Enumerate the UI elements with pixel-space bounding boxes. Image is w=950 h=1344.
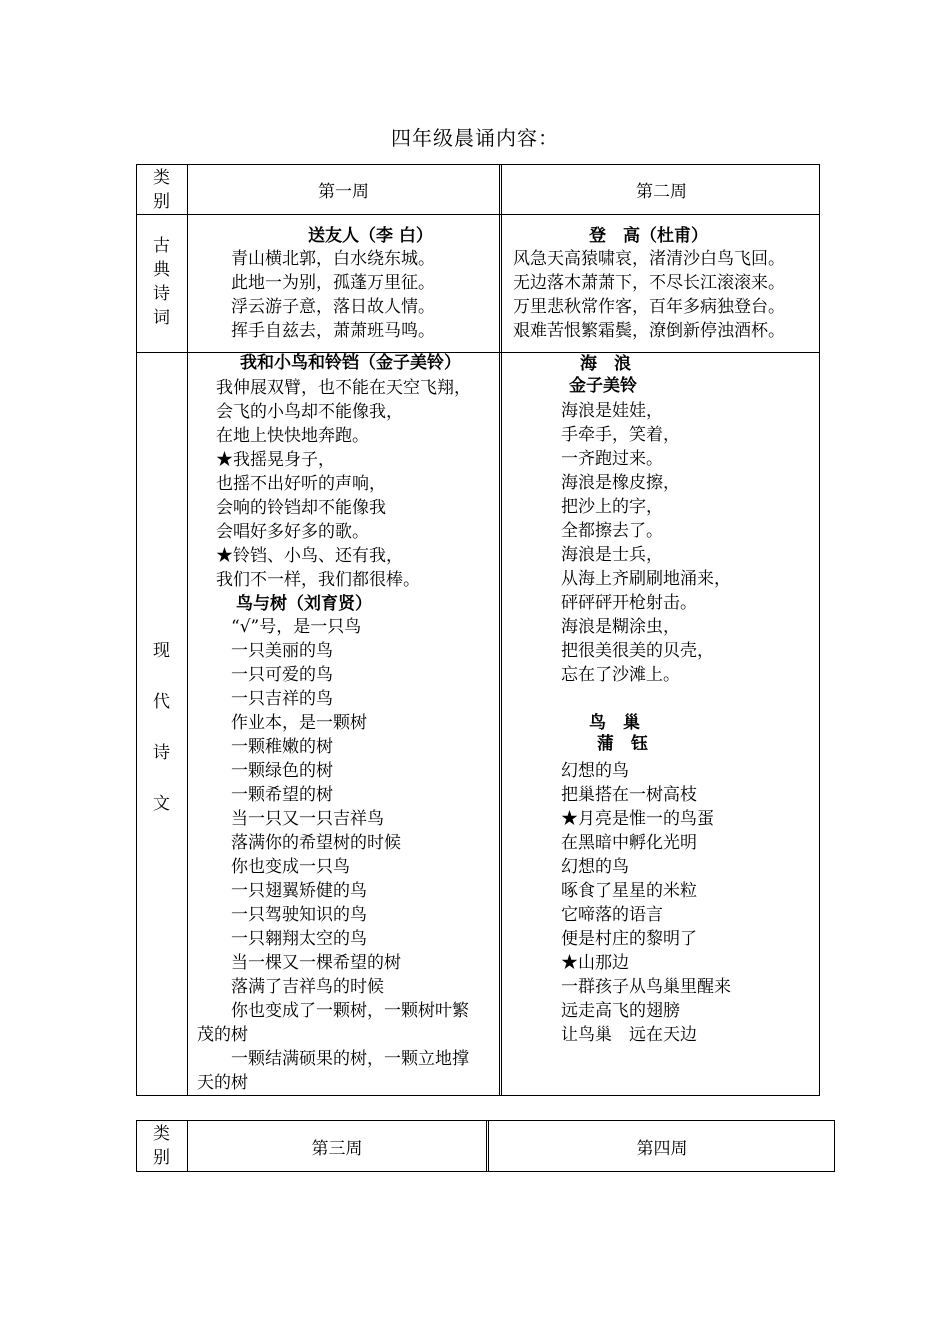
week-column-divider xyxy=(486,1120,489,1172)
poem-line: 从海上齐刷刷地涌来， xyxy=(561,569,731,589)
poem-line: ★铃铛、小鸟、还有我， xyxy=(216,546,403,566)
poem-line: 一只翅翼矫健的鸟 xyxy=(231,881,367,901)
poem-line: 你也变成了一颗树，一颗树叶繁 xyxy=(231,1001,469,1021)
category-classical: 古 典 诗 词 xyxy=(153,236,170,328)
poem-title-niao-yu-shu: 鸟与树（刘育贤） xyxy=(236,594,372,614)
poem-line: 让鸟巢 远在天边 xyxy=(561,1025,697,1045)
week-column-divider xyxy=(499,164,502,1096)
poem-line: 落满你的希望树的时候 xyxy=(231,833,401,853)
page-title: 四年级晨诵内容： xyxy=(391,126,559,150)
poem-line: 风急天高猿啸哀，渚清沙白鸟飞回。 xyxy=(513,249,785,269)
poem-title-niao-chao: 鸟 巢 xyxy=(589,713,640,733)
poem-line: 青山横北郭，白水绕东城。 xyxy=(231,249,435,269)
poem-author-hai-lang: 金子美铃 xyxy=(569,376,637,396)
header-row-divider xyxy=(136,214,820,215)
poem-line: 把巢搭在一树高枝 xyxy=(561,785,697,805)
week-2-header: 第二周 xyxy=(636,182,687,202)
poem-author-niao-chao: 蒲 钰 xyxy=(597,734,648,754)
poem-title-song-you-ren: 送友人（李 白） xyxy=(308,226,433,246)
poem-line: 落满了吉祥鸟的时候 xyxy=(231,977,384,997)
poem-line: 砰砰砰开枪射击。 xyxy=(561,593,697,613)
poem-line: 你也变成一只鸟 xyxy=(231,857,350,877)
poem-line: 在黑暗中孵化光明 xyxy=(561,833,697,853)
poem-title-hai-lang: 海 浪 xyxy=(580,354,631,374)
poem-line: 一只美丽的鸟 xyxy=(231,641,333,661)
poem-line: 天的树 xyxy=(197,1073,248,1093)
poem-line: ★月亮是惟一的鸟蛋 xyxy=(561,809,714,829)
classic-row-divider xyxy=(136,352,820,353)
poem-line: 海浪是娃娃， xyxy=(561,401,663,421)
week-1-header: 第一周 xyxy=(318,182,369,202)
category-header: 类 别 xyxy=(153,1124,170,1168)
poem-line: 无边落木萧萧下，不尽长江滚滚来。 xyxy=(513,273,785,293)
poem-line: 海浪是士兵， xyxy=(561,545,663,565)
poem-line: 手牵手，笑着， xyxy=(561,425,680,445)
poem-line: 一颗稚嫩的树 xyxy=(231,737,333,757)
poem-line: 一只翱翔太空的鸟 xyxy=(231,929,367,949)
poem-line: 一只驾驶知识的鸟 xyxy=(231,905,367,925)
poem-line: 我伸展双臂，也不能在天空飞翔， xyxy=(216,378,471,398)
poem-line: 把很美很美的贝壳， xyxy=(561,641,714,661)
poem-line: 全都擦去了。 xyxy=(561,521,663,541)
poem-line: 幻想的鸟 xyxy=(561,857,629,877)
category-modern: 现 代 诗 文 xyxy=(153,641,170,814)
poem-line: 海浪是糊涂虫， xyxy=(561,617,680,637)
poem-line: 会飞的小鸟却不能像我， xyxy=(216,402,403,422)
poem-title-wo-he-xiao-niao: 我和小鸟和铃铛（金子美铃） xyxy=(240,353,461,373)
poem-line: 忘在了沙滩上。 xyxy=(561,665,680,685)
week-3-header: 第三周 xyxy=(311,1138,363,1159)
poem-line: 一颗绿色的树 xyxy=(231,761,333,781)
poem-line: 一颗希望的树 xyxy=(231,785,333,805)
poem-line: 茂的树 xyxy=(197,1025,248,1045)
poem-line: 也摇不出好听的声响， xyxy=(216,474,386,494)
poem-line: ★山那边 xyxy=(561,953,629,973)
poem-line: 挥手自兹去，萧萧班马鸣。 xyxy=(231,321,435,341)
poem-line: 它啼落的语言 xyxy=(561,905,663,925)
category-column-divider xyxy=(187,164,188,1096)
poem-line: 啄食了星星的米粒 xyxy=(561,881,697,901)
poem-line: 一只吉祥的鸟 xyxy=(231,689,333,709)
poem-line: 万里悲秋常作客，百年多病独登台。 xyxy=(513,297,785,317)
poem-line: 在地上快快地奔跑。 xyxy=(216,426,369,446)
poem-line: 把沙上的字， xyxy=(561,497,663,517)
poem-line: ★我摇晃身子， xyxy=(216,450,335,470)
poem-line: 艰难苦恨繁霜鬓，潦倒新停浊酒杯。 xyxy=(513,321,785,341)
poem-line: 便是村庄的黎明了 xyxy=(561,929,697,949)
poem-line: 海浪是橡皮擦， xyxy=(561,473,680,493)
poem-line: 会唱好多好多的歌。 xyxy=(216,522,369,542)
poem-line: 浮云游子意，落日故人情。 xyxy=(231,297,435,317)
poem-line: 一齐跑过来。 xyxy=(561,449,663,469)
poem-line: 我们不一样，我们都很棒。 xyxy=(216,570,420,590)
category-header: 类 别 xyxy=(153,168,170,212)
poem-line: “√”号，是一只鸟 xyxy=(231,617,362,637)
week-4-header: 第四周 xyxy=(636,1138,688,1159)
poem-line: 一只可爱的鸟 xyxy=(231,665,333,685)
poem-line: 远走高飞的翅膀 xyxy=(561,1001,680,1021)
poem-line: 幻想的鸟 xyxy=(561,761,629,781)
poem-line: 作业本，是一颗树 xyxy=(231,713,367,733)
poem-line: 一群孩子从鸟巢里醒来 xyxy=(561,977,731,997)
poem-line: 此地一为别，孤蓬万里征。 xyxy=(231,273,435,293)
poem-line: 一颗结满硕果的树，一颗立地撑 xyxy=(231,1049,469,1069)
poem-line: 当一只又一只吉祥鸟 xyxy=(231,809,384,829)
poem-title-deng-gao: 登 高（杜甫） xyxy=(589,226,708,246)
poem-line: 会响的铃铛却不能像我 xyxy=(216,498,386,518)
poem-line: 当一棵又一棵希望的树 xyxy=(231,953,401,973)
